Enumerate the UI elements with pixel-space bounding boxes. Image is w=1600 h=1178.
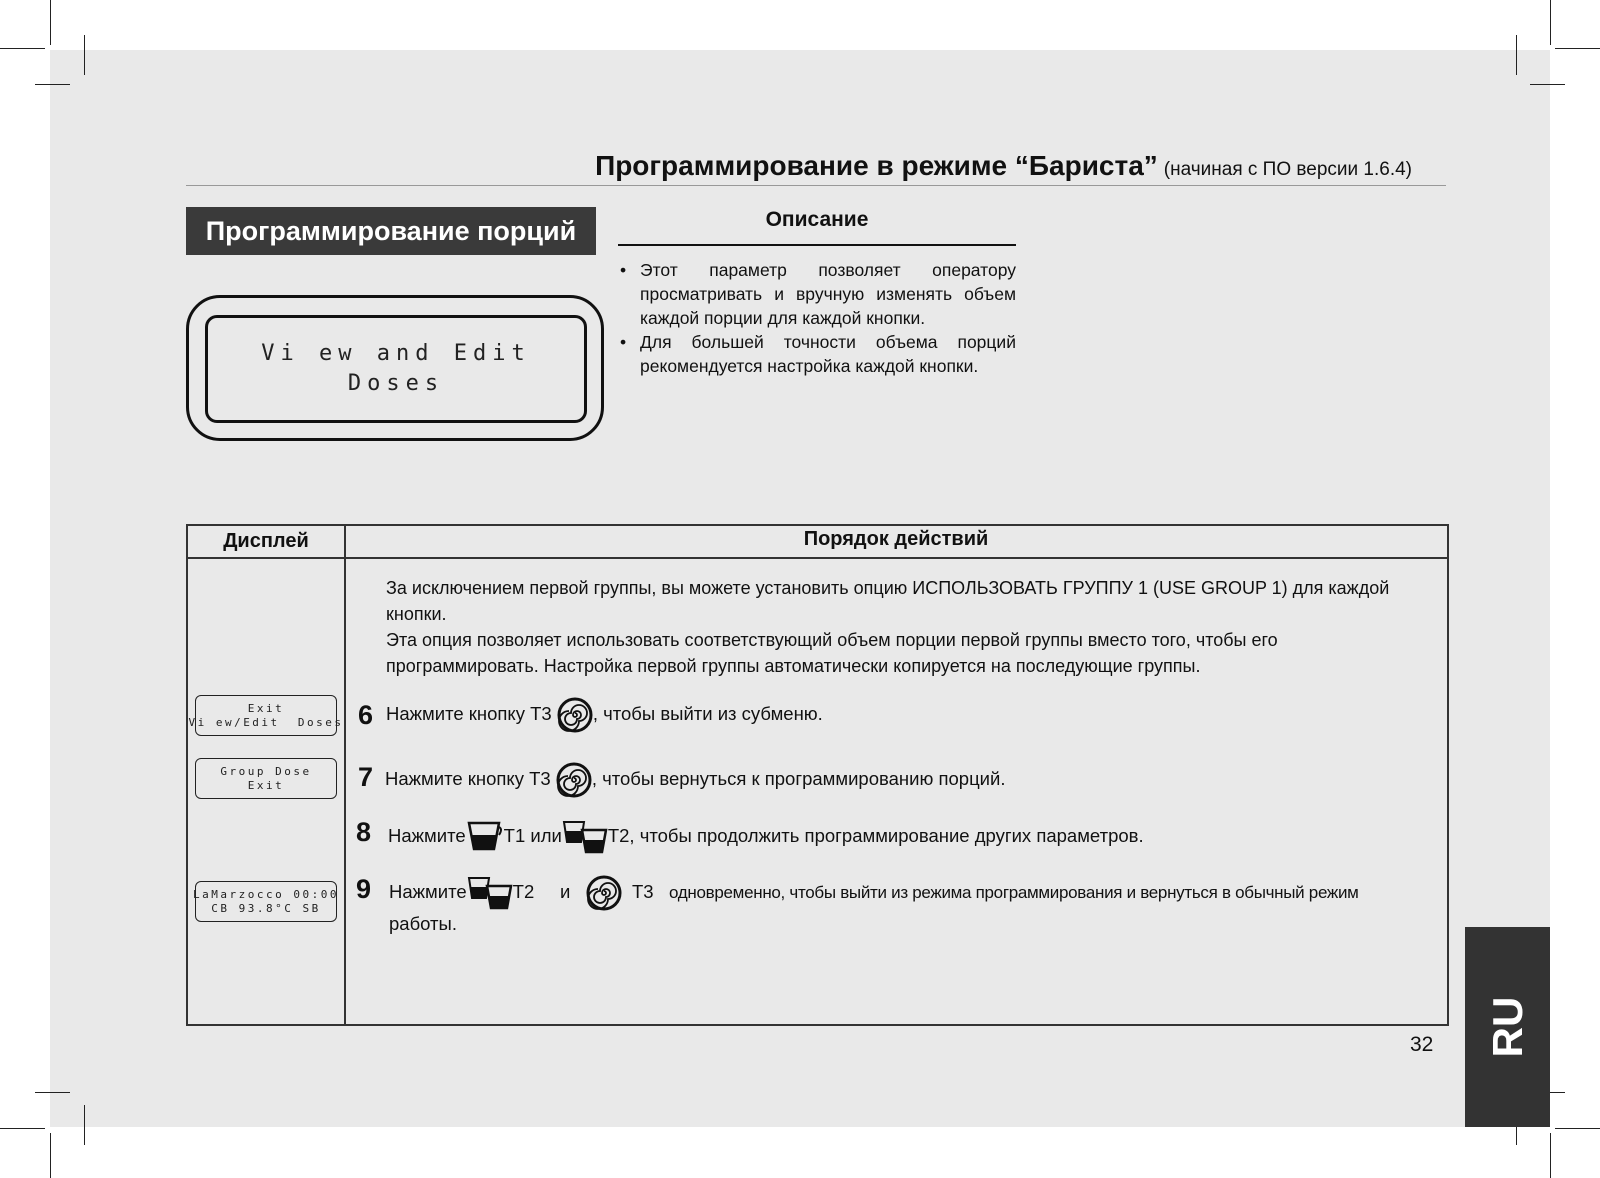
single-cup-icon: [466, 819, 504, 855]
double-cup-icon: [467, 874, 513, 912]
spiral-button-icon: [557, 697, 593, 733]
page-number: 32: [1410, 1033, 1434, 1056]
crop-mark: [84, 35, 85, 75]
column-header-actions: Порядок действий: [803, 528, 989, 550]
step-text: Нажмите: [388, 824, 466, 846]
spiral-button-icon: [556, 762, 592, 798]
double-cup-icon: [562, 818, 608, 856]
page-title-text: Программирование в режиме “Бариста”: [595, 150, 1158, 181]
table-header-divider: [188, 557, 1447, 559]
step-text: , чтобы вернуться к программированию порций.: [591, 767, 1006, 789]
mini-display-home: [195, 881, 337, 922]
crop-mark: [84, 1105, 85, 1145]
lcd-line-2: Doses: [347, 371, 445, 396]
intro-paragraph: За исключением первой группы, вы можете установить опцию ИСПОЛЬЗОВАТЬ ГРУППУ 1 (USE GROUP 1) для каждой кнопки.: [386, 578, 1390, 624]
crop-mark: [1516, 35, 1517, 75]
crop-mark: [50, 0, 51, 45]
title-divider: [186, 185, 1446, 186]
mini-display-line: Group Dose: [220, 764, 312, 778]
step-number: 7: [358, 762, 374, 792]
step-6: [386, 697, 823, 733]
table-intro: [386, 575, 1406, 679]
crop-mark: [1555, 48, 1600, 49]
step-7: [385, 762, 1005, 798]
mini-display-line: LaMarzocco 00:00: [193, 887, 339, 901]
spiral-button-icon: [586, 875, 622, 911]
lcd-display: [205, 315, 587, 423]
description-heading: Описание: [765, 208, 869, 231]
step-9-continuation: работы.: [389, 913, 457, 934]
step-text: одновременно, чтобы выйти из режима программирования и вернуться в обычный режим: [669, 882, 1359, 902]
step-text: Нажмите: [389, 880, 467, 902]
description-item: • Для большей точности объема порций рекомендуется настройка каждой кнопки.: [618, 330, 1016, 378]
step-number: 8: [356, 817, 372, 847]
lcd-line-1: Vi ew and Edit: [261, 341, 531, 366]
step-text: Нажмите кнопку Т3: [385, 767, 551, 789]
mini-display-line: Vi ew/Edit Doses: [188, 715, 344, 729]
language-label: RU: [1483, 996, 1531, 1058]
mini-display-line: CB 93.8°C SB: [211, 901, 321, 915]
crop-mark: [0, 1128, 45, 1129]
mini-display-line: Exit: [247, 778, 285, 792]
step-text: Т2: [512, 880, 535, 902]
language-tab: [1465, 927, 1550, 1127]
step-text: и: [559, 880, 571, 902]
column-header-display: Дисплей: [223, 530, 309, 552]
mini-display-line: Exit: [247, 701, 285, 715]
page-subtitle: (начиная с ПО версии 1.6.4): [1163, 159, 1412, 180]
crop-mark: [1555, 1128, 1600, 1129]
step-9: [389, 874, 1359, 912]
crop-mark: [0, 48, 45, 49]
crop-mark: [1550, 1133, 1551, 1178]
step-8: [388, 818, 1144, 856]
step-text: Т1 или: [503, 824, 562, 846]
step-number: 6: [358, 700, 374, 730]
crop-mark: [1530, 84, 1565, 85]
mini-display-group-dose: [195, 758, 337, 799]
step-text: Т3: [631, 880, 654, 902]
crop-mark: [35, 1092, 70, 1093]
mini-display-exit: [188, 695, 344, 736]
section-title: Программирование порций: [186, 207, 596, 255]
step-text: , чтобы выйти из субменю.: [592, 702, 823, 724]
table-column-divider: [344, 526, 346, 1024]
intro-paragraph: Эта опция позволяет использовать соответствующий объем порции первой группы вместо того, чтобы его программировать. Настройка первой группы автоматически копируется на последующие группы.: [386, 630, 1278, 676]
crop-mark: [35, 84, 70, 85]
crop-mark: [50, 1133, 51, 1178]
description-list: [618, 258, 1016, 378]
step-text: Т2, чтобы продолжить программирование других параметров.: [607, 824, 1144, 846]
description-divider: [618, 244, 1016, 246]
crop-mark: [1550, 0, 1551, 45]
page-title: [595, 150, 1412, 182]
step-text: Нажмите кнопку Т3: [386, 702, 552, 724]
step-number: 9: [356, 874, 372, 904]
description-item: • Этот параметр позволяет оператору просматривать и вручную изменять объем каждой порции для каждой кнопки.: [618, 258, 1016, 330]
